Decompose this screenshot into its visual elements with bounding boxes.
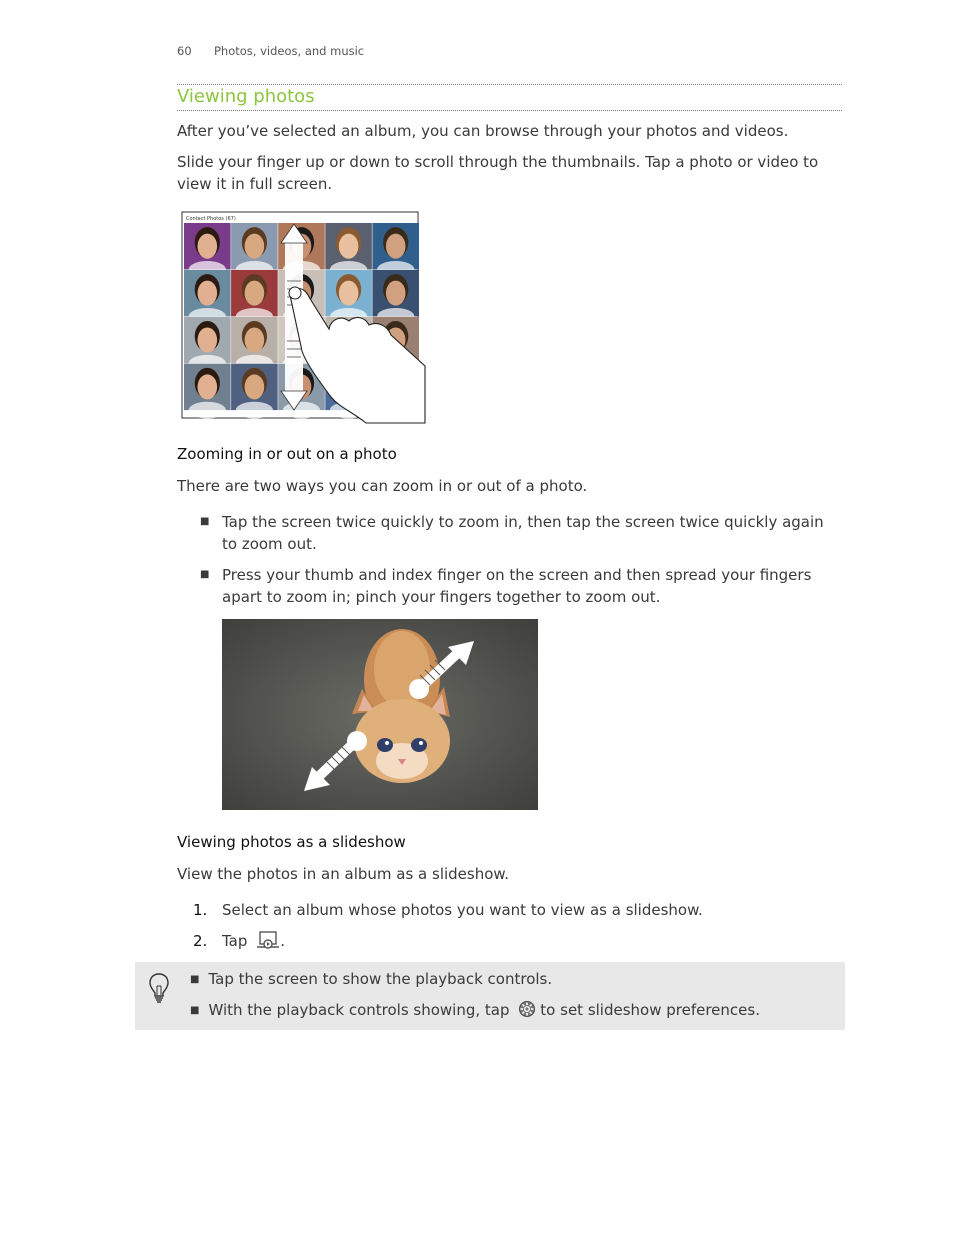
tip-text-before: With the playback controls showing, tap <box>208 1001 510 1019</box>
slideshow-intro: View the photos in an album as a slideshow. <box>177 865 510 883</box>
kitten-zoom-figure <box>222 619 538 810</box>
thumbnail-grid-figure <box>181 211 431 426</box>
contact-thumbnail <box>231 317 278 372</box>
bullet-marker: ■ <box>200 569 210 580</box>
tip-text: Tap the screen to show the playback controls. <box>208 970 553 988</box>
page-header <box>177 44 364 58</box>
zoom-bullet-text: Tap the screen twice quickly to zoom in, then tap the screen twice quickly again to zoom out. <box>222 513 824 553</box>
contact-thumbnail <box>231 270 278 325</box>
step-text: Tap <box>222 932 248 950</box>
intro-paragraph: After you’ve selected an album, you can browse through your photos and videos. <box>177 122 789 140</box>
contact-thumbnail <box>231 223 278 278</box>
slideshow-icon <box>256 930 280 950</box>
step-text: Select an album whose photos you want to view as a slideshow. <box>222 901 703 919</box>
tip-item <box>190 999 760 1022</box>
tip-text-after: to set slideshow preferences. <box>540 1001 760 1019</box>
contact-thumbnail <box>184 317 231 372</box>
bullet-marker: ■ <box>190 1005 200 1016</box>
divider-bottom <box>177 110 842 111</box>
divider-top <box>177 84 842 85</box>
step-item <box>193 899 833 921</box>
zoom-bullet-text: Press your thumb and index finger on the screen and then spread your fingers apart to zoom in; pinch your fingers together to zoom out. <box>222 566 812 606</box>
bullet-marker: ■ <box>190 974 200 985</box>
contact-thumbnail <box>372 270 419 325</box>
settings-gear-icon <box>518 1000 536 1018</box>
page-number: 60 <box>177 44 192 58</box>
zoom-intro: There are two ways you can zoom in or out of a photo. <box>177 477 588 495</box>
album-caption: Contact Photos (67) <box>186 216 236 222</box>
step-number: 1. <box>193 901 208 919</box>
section-title: Viewing photos <box>177 86 315 107</box>
zoom-heading: Zooming in or out on a photo <box>177 445 397 463</box>
slideshow-heading: Viewing photos as a slideshow <box>177 833 406 851</box>
contact-thumbnail <box>325 223 372 278</box>
lightbulb-icon <box>148 972 170 1004</box>
contact-thumbnail <box>184 270 231 325</box>
contact-thumbnail <box>184 364 231 419</box>
contact-thumbnail <box>325 270 372 325</box>
contact-thumbnail <box>184 223 231 278</box>
step-number: 2. <box>193 932 208 950</box>
tip-box <box>135 962 845 1030</box>
contact-thumbnail <box>372 223 419 278</box>
step-item <box>193 930 833 952</box>
step-suffix: . <box>280 932 285 950</box>
scroll-paragraph: Slide your finger up or down to scroll through the thumbnails. Tap a photo or video to view it in full screen. <box>177 153 819 193</box>
contact-thumbnail <box>231 364 278 419</box>
chapter-title: Photos, videos, and music <box>214 44 365 58</box>
zoom-bullet <box>200 511 845 555</box>
zoom-bullet <box>200 564 845 608</box>
bullet-marker: ■ <box>200 516 210 527</box>
tip-item <box>190 968 552 991</box>
